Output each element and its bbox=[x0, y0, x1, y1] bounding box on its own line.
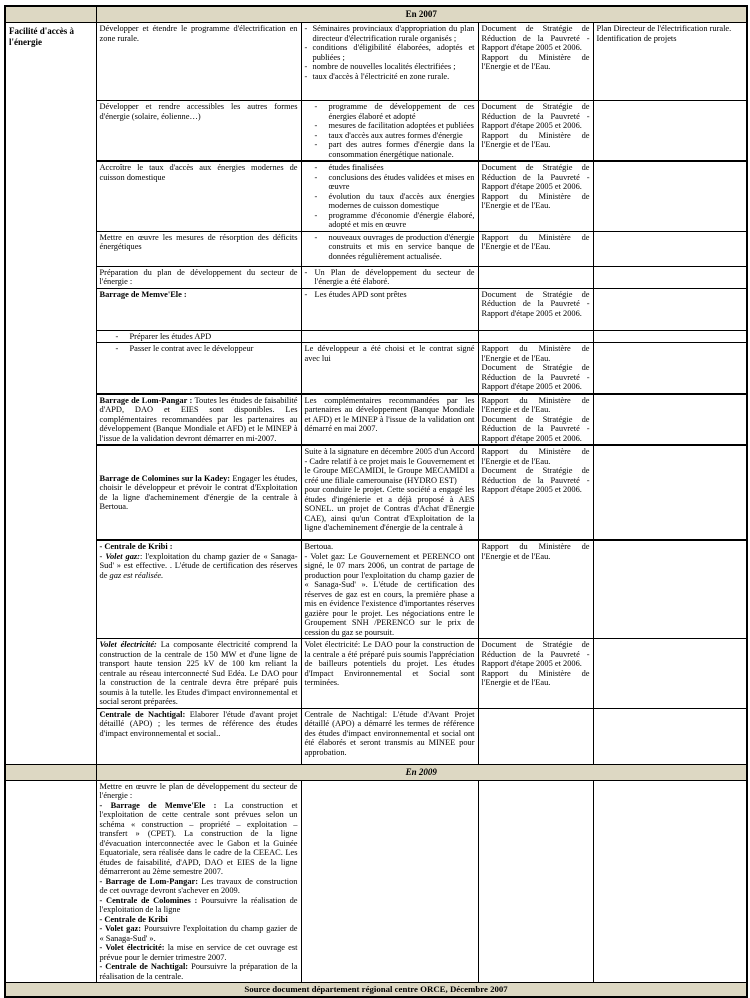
source-cell bbox=[478, 330, 593, 343]
paragraph bbox=[482, 396, 590, 415]
bullet-item bbox=[305, 121, 475, 131]
notes-cell bbox=[593, 394, 747, 446]
text-run: part des autres formes d'énergie dans la consommation énergétique nationale. bbox=[328, 140, 475, 159]
bullet-text bbox=[130, 332, 298, 342]
text-run: pour conduire le projet. Cette société a engagé les études d'ingénierie et a déjà proposé à AES SONEL. un projet de Contras d'Achat d'Energie CAE), ainsi qu'un Contrat d'Exploitation de la ligne d'acheminement d'énergie de la centrale à bbox=[304, 485, 475, 532]
paragraph bbox=[100, 801, 298, 877]
paragraph bbox=[482, 290, 590, 319]
paragraph bbox=[100, 877, 298, 896]
indicators-cell bbox=[301, 23, 478, 101]
paragraph bbox=[100, 474, 298, 512]
paragraph bbox=[100, 552, 298, 581]
text-run: taux d'accès aux autres formes d'énergie bbox=[328, 130, 463, 140]
paragraph bbox=[597, 34, 744, 44]
bullet-text bbox=[315, 290, 475, 300]
source-label: Source document département régional centre ORCE, Décembre 2007 bbox=[5, 983, 747, 997]
band-2007-label: En 2007 bbox=[96, 6, 747, 23]
bullet-item bbox=[305, 192, 475, 211]
bullet-text bbox=[329, 131, 475, 141]
action-cell bbox=[96, 101, 301, 162]
band-2007-left-cell bbox=[5, 6, 96, 23]
text-run: Les travaux de construction de cet ouvrage devront s'achever en 2009. bbox=[99, 876, 298, 895]
text-run: Rapport du Ministère de l'Energie et de l'Eau. bbox=[481, 191, 590, 210]
text-run: - Volet gaz: Le Gouvernement et PERENCO ont signé, le 07 mars 2006, un contrat de partage de production pour l'exploitation du champ gazier de « Sanaga-Sud' ». L'étude de certification des réserves de gaz est en cours, la première phase a mis en évidence l'existence d'importantes réserves gazière pour le projet. Les négociations entre le Groupement SNH /PERENCO sur le prix de cession du gaz se poursuit. bbox=[304, 551, 475, 637]
text-run: La composante électricité comprend la construction de la centrale de 150 MW et d'une ligne de transport haute tension 225 kV de 100 km reliant la centrale au réseau interconnecté Sud Edéa. Le DAO pour la construction de la centrale devra être préparé puis soumis à la tutelle. les Etudes d'impact environnemental et social seront préparées. bbox=[99, 640, 298, 706]
paragraph bbox=[100, 542, 298, 552]
bullet-item bbox=[305, 268, 475, 287]
notes-cell bbox=[593, 23, 747, 101]
bullet-text bbox=[329, 211, 475, 230]
bullet-dash: - bbox=[314, 163, 318, 172]
notes-cell bbox=[593, 708, 747, 764]
text-run: Les études APD sont prêtes bbox=[314, 289, 407, 299]
bullet-item bbox=[100, 344, 298, 354]
paragraph bbox=[305, 447, 475, 485]
text-run: Mettre en œuvre les mesures de résorption des déficits énergétiques bbox=[99, 232, 298, 251]
table-row bbox=[5, 231, 747, 266]
text-run: - bbox=[99, 551, 106, 561]
bullet-text bbox=[313, 62, 475, 72]
indicators-cell bbox=[301, 161, 478, 231]
table-row bbox=[5, 288, 747, 330]
bullet-text bbox=[329, 173, 475, 192]
paragraph bbox=[100, 24, 298, 43]
text-run: Préparation du plan de développement du secteur de l'énergie : bbox=[99, 267, 298, 286]
bullet-dash: - bbox=[115, 331, 119, 341]
text-run: Rapport du Ministère de l'Energie et de l'Eau. bbox=[481, 395, 590, 414]
notes-cell bbox=[593, 330, 747, 343]
text-run: Document de Stratégie de Réduction de la Pauvreté - Rapport d'étape 2005 et 2006. bbox=[481, 640, 590, 668]
bullet-item bbox=[305, 131, 475, 141]
text-run: Document de Stratégie de Réduction de la Pauvreté - Rapport d'étape 2005 et 2006. bbox=[481, 289, 590, 318]
notes-cell bbox=[593, 266, 747, 288]
row-group-header-cell bbox=[5, 23, 96, 765]
bullet-text bbox=[313, 24, 475, 43]
text-run: - Volet gaz: bbox=[99, 924, 144, 933]
action-cell bbox=[96, 330, 301, 343]
paragraph bbox=[100, 640, 298, 707]
action-cell bbox=[96, 266, 301, 288]
text-run: Engager les études, choisir le développeur et prévoir le contrat d'Exploitation de la ligne d'acheminement d'énergie de la centrale à Bertoua. bbox=[99, 473, 298, 511]
text-run: Document de Stratégie de Réduction de la Pauvreté - Rapport d'étape 2005 et 2006. bbox=[481, 466, 590, 494]
text-run: Rapport du Ministère de l'Energie et de l'Eau. bbox=[481, 232, 590, 251]
text-run: nouveaux ouvrages de production d'énergie construits et mis en service banque de données régulièrement actualisée. bbox=[328, 232, 475, 261]
year-band-2007 bbox=[5, 6, 747, 23]
text-run: Passer le contrat avec le développeur bbox=[129, 344, 254, 353]
bullet-dash: - bbox=[304, 267, 308, 277]
paragraph bbox=[482, 466, 590, 495]
indicators-cell bbox=[301, 394, 478, 446]
action-cell bbox=[96, 161, 301, 231]
paragraph bbox=[482, 53, 590, 72]
text-run: Poursuivre la réalisation de l'exploitation de la ligne bbox=[99, 895, 298, 914]
text-run: Séminaires provinciaux d'appropriation du plan directeur d'électrification rurale organisés ; bbox=[312, 24, 475, 43]
bullet-dash: - bbox=[304, 43, 308, 52]
indicators-cell bbox=[301, 708, 478, 764]
bullet-item bbox=[100, 332, 298, 342]
paragraph bbox=[482, 131, 590, 150]
table-row bbox=[5, 266, 747, 288]
source-cell bbox=[478, 445, 593, 540]
text-run: - Centrale de Kribi : bbox=[99, 542, 173, 551]
paragraph bbox=[100, 962, 298, 981]
action-cell bbox=[96, 231, 301, 266]
table-row bbox=[5, 343, 747, 394]
band-2009-group bbox=[5, 764, 747, 780]
bullet-item bbox=[305, 102, 475, 121]
bullet-dash: - bbox=[304, 71, 308, 81]
text-run: évolution du taux d'accès aux énergies modernes de cuisson domestique bbox=[328, 191, 475, 210]
text-run: - Centrale de Nachtigal: bbox=[99, 962, 192, 971]
bullet-dash: - bbox=[314, 232, 318, 242]
rows-2007-group bbox=[5, 23, 747, 765]
indicators-cell bbox=[301, 343, 478, 394]
bullet-dash: - bbox=[304, 62, 308, 71]
bullet-item bbox=[305, 163, 475, 173]
source-cell bbox=[478, 266, 593, 288]
text-run: Centrale de Nachtigal: L'étude d'Avant Projet détaillé (APO) a démarré les termes de référence des études d'impact environnemental et social ont été élaborés et seront transmis au MINEE pour approbation. bbox=[304, 709, 475, 757]
paragraph bbox=[100, 396, 298, 444]
bullet-item bbox=[305, 140, 475, 159]
text-run: nombre de nouvelles localités électrifiées ; bbox=[312, 62, 456, 71]
paragraph bbox=[482, 447, 590, 466]
text-run: Elaborer l'étude d'avant projet détaillé (APO) ; les termes de référence des études d'impact environnemental et social.. bbox=[99, 709, 298, 738]
notes-cell bbox=[593, 231, 747, 266]
text-run: - Volet électricité: bbox=[99, 943, 168, 952]
indicators-cell bbox=[301, 231, 478, 266]
table-row bbox=[5, 161, 747, 231]
text-run: Les complémentaires recommandées par les partenaires au développement (Banque Mondiale et AFD) et le MINEP à l'issue de la validation ont démarré en mai 2007. bbox=[304, 395, 475, 433]
paragraph bbox=[100, 268, 298, 287]
text-run: Rapport du Ministère de l'Energie et de l'Eau. bbox=[481, 130, 590, 149]
text-run: - Centrale de Kribi bbox=[99, 914, 168, 924]
paragraph bbox=[100, 915, 298, 925]
text-run: Volet électricité: bbox=[99, 640, 157, 649]
text-run: Poursuivre l'exploitation du champ gazier de « Sanaga-Sud' ». bbox=[99, 924, 298, 943]
paragraph bbox=[305, 396, 475, 434]
bullet-dash: - bbox=[314, 102, 318, 111]
text-run: Identification de projets bbox=[596, 33, 677, 43]
band-2009-label: En 2009 bbox=[96, 764, 747, 780]
paragraph bbox=[100, 290, 298, 300]
bullet-text bbox=[329, 121, 475, 131]
bullet-dash: - bbox=[314, 191, 318, 201]
empty-left-cell bbox=[5, 780, 96, 983]
action-cell bbox=[96, 708, 301, 764]
source-row bbox=[5, 983, 747, 997]
paragraph bbox=[100, 163, 298, 182]
paragraph bbox=[100, 710, 298, 739]
row-group-title: Facilité d'accès à l'énergie bbox=[9, 26, 74, 47]
indicators-cell bbox=[301, 780, 478, 983]
text-run: Rapport du Ministère de l'Energie et de l'Eau. bbox=[481, 447, 590, 466]
text-run: - Centrale de Colomines : bbox=[99, 895, 202, 905]
bullet-item bbox=[305, 211, 475, 230]
paragraph bbox=[482, 233, 590, 252]
bullet-text bbox=[329, 192, 475, 211]
bullet-item bbox=[305, 43, 475, 62]
text-run: Barrage de Memve'Ele : bbox=[99, 289, 187, 299]
bullet-text bbox=[329, 102, 475, 121]
action-cell bbox=[96, 343, 301, 394]
source-cell bbox=[478, 639, 593, 709]
bullet-text bbox=[313, 43, 475, 62]
action-cell bbox=[96, 780, 301, 983]
paragraph bbox=[100, 896, 298, 915]
text-run: - Barrage de Memve'Ele : bbox=[99, 800, 225, 810]
text-run: Volet électricité: Le DAO pour la construction de la centrale a été préparé puis soumis l'appréciation de bailleurs potentiels du projet. Les études d'Impact Environnemental et Social sont terminées. bbox=[304, 640, 475, 687]
bullet-text bbox=[329, 140, 475, 159]
table-row bbox=[5, 445, 747, 540]
paragraph bbox=[482, 542, 590, 561]
text-run: Préparer les études APD bbox=[129, 331, 212, 341]
indicators-cell bbox=[301, 445, 478, 540]
text-run: Rapport du Ministère de l'Energie et de l'Eau. bbox=[481, 344, 590, 363]
paragraph bbox=[305, 485, 475, 533]
paragraph bbox=[305, 710, 475, 758]
text-run: Rapport du Ministère de l'Energie et de l'Eau. bbox=[481, 52, 590, 71]
bullet-dash: - bbox=[314, 140, 318, 149]
text-run: Bertoua. bbox=[304, 542, 334, 551]
indicators-cell bbox=[301, 540, 478, 639]
source-cell bbox=[478, 540, 593, 639]
paragraph bbox=[482, 163, 590, 192]
paragraph bbox=[482, 415, 590, 444]
source-cell bbox=[478, 101, 593, 162]
paragraph bbox=[482, 344, 590, 363]
source-cell bbox=[478, 288, 593, 330]
bullet-dash: - bbox=[314, 210, 318, 220]
table-row bbox=[5, 101, 747, 162]
notes-cell bbox=[593, 343, 747, 394]
indicators-cell bbox=[301, 639, 478, 709]
source-cell bbox=[478, 23, 593, 101]
notes-cell bbox=[593, 101, 747, 162]
paragraph bbox=[100, 924, 298, 943]
text-run: programme de développement de ces énergies élaboré et adopté bbox=[328, 102, 475, 121]
notes-cell bbox=[593, 639, 747, 709]
notes-cell bbox=[593, 540, 747, 639]
table-row bbox=[5, 330, 747, 343]
paragraph bbox=[482, 640, 590, 669]
bullet-dash: - bbox=[314, 121, 318, 130]
text-run: Accroître le taux d'accès aux énergies modernes de cuisson domestique bbox=[99, 163, 298, 182]
source-cell bbox=[478, 343, 593, 394]
table-row bbox=[5, 540, 747, 639]
notes-cell bbox=[593, 288, 747, 330]
text-run: programme d'économie d'énergie élaboré, adopté et mis en œuvre bbox=[328, 210, 475, 229]
bullet-item bbox=[305, 62, 475, 72]
text-run: Barrage de Colomines sur la Kadey: bbox=[99, 473, 233, 483]
text-run: Développer et rendre accessibles les autres formes d'énergie (solaire, éolienne…) bbox=[99, 102, 298, 121]
bullet-text bbox=[329, 163, 475, 173]
text-run: Centrale de Nachtigal: bbox=[99, 709, 190, 719]
indicators-cell bbox=[301, 288, 478, 330]
paragraph bbox=[100, 233, 298, 252]
bullet-text bbox=[315, 268, 475, 287]
action-cell bbox=[96, 639, 301, 709]
text-run: conclusions des études validées et mises en œuvre bbox=[328, 172, 475, 191]
table-row bbox=[5, 394, 747, 446]
action-cell bbox=[96, 288, 301, 330]
text-run: la mise en service de cet ouvrage est prévue pour le dernier trimestre 2007. bbox=[99, 943, 298, 962]
text-run: Plan Directeur de l'électrification rurale. bbox=[596, 24, 732, 33]
text-run: Suite à la signature en décembre 2005 d'un Accord - Cadre relatif à ce projet mais le Gouvernement et le Groupe MECAMIDI, le Groupe MECAMIDI a créé une filiale camerounaise (HYDRO EST) bbox=[304, 447, 475, 485]
text-run: Toutes les études de faisabilité d'APD, DAO et EIES sont disponibles. Les complémentaires recommandées par les partenaires au développement (Banque Mondiale et AFD) et le MINEP à l'issue de la validation devront démarrer en mi-2007. bbox=[99, 395, 298, 443]
indicators-cell bbox=[301, 266, 478, 288]
paragraph bbox=[305, 344, 475, 363]
text-run: Un Plan de développement du secteur de l'énergie a été élaboré. bbox=[314, 267, 475, 286]
text-run: gaz est réalisée. bbox=[109, 570, 164, 580]
table-row bbox=[5, 708, 747, 764]
band-2007-group bbox=[5, 6, 747, 23]
source-cell bbox=[478, 394, 593, 446]
text-run: Mettre en œuvre le plan de développement du secteur de l'énergie : bbox=[99, 781, 298, 800]
text-run: Développer et étendre le programme d'électrification en zone rurale. bbox=[99, 24, 298, 43]
text-run: Document de Stratégie de Réduction de la Pauvreté - Rapport d'étape 2005 et 2006. bbox=[481, 414, 590, 443]
paragraph bbox=[305, 552, 475, 638]
source-cell bbox=[478, 708, 593, 764]
paragraph bbox=[482, 669, 590, 688]
paragraph bbox=[305, 640, 475, 688]
paragraph bbox=[100, 943, 298, 962]
notes-cell bbox=[593, 780, 747, 983]
action-cell bbox=[96, 394, 301, 446]
bullet-dash: - bbox=[304, 24, 308, 33]
text-run: Rapport du Ministère de l'Energie et de l'Eau. bbox=[481, 542, 590, 561]
year-band-2009 bbox=[5, 764, 747, 780]
text-run: Poursuivre la préparation de la réalisation de la centrale. bbox=[99, 962, 298, 981]
indicators-cell bbox=[301, 101, 478, 162]
text-run: Volet gaz: bbox=[105, 551, 140, 561]
table-row bbox=[5, 780, 747, 983]
bullet-text bbox=[130, 344, 298, 354]
text-run: Rapport du Ministère de l'Energie et de l'Eau. bbox=[481, 668, 590, 687]
source-cell bbox=[478, 780, 593, 983]
paragraph bbox=[482, 363, 590, 392]
text-run: - Barrage de Lom-Pangar: bbox=[99, 876, 202, 886]
bullet-item bbox=[305, 233, 475, 262]
band-2009-left-cell bbox=[5, 764, 96, 780]
bullet-dash: - bbox=[314, 172, 318, 182]
bullet-dash: - bbox=[304, 289, 308, 299]
bullet-dash: - bbox=[314, 130, 318, 140]
paragraph bbox=[100, 102, 298, 121]
text-run: La construction et l'exploitation de cette centrale sont prévues selon un schéma « construction – propriété – exploitation – transfert » (CPET). La construction de la ligne d'évacuation interconnectée avec le Gabon et la Guinée Equatoriale, sera réalisée dans le cadre de la CEEAC. Les études de faisabilité, d'APD, DAO et EIES de la ligne démarreront au 2ème semestre 2007. bbox=[99, 800, 298, 876]
indicators-cell bbox=[301, 330, 478, 343]
text-run: Document de Stratégie de Réduction de la Pauvreté - Rapport d'étape 2005 et 2006. bbox=[481, 102, 590, 130]
table-row bbox=[5, 23, 747, 101]
bullet-item bbox=[305, 290, 475, 300]
action-cell bbox=[96, 23, 301, 101]
notes-cell bbox=[593, 445, 747, 540]
progress-table bbox=[4, 5, 748, 998]
bullet-item bbox=[305, 173, 475, 192]
text-run: études finalisées bbox=[328, 163, 384, 172]
bullet-text bbox=[313, 72, 475, 82]
text-run: Document de Stratégie de Réduction de la Pauvreté - Rapport d'étape 2005 et 2006. bbox=[481, 363, 590, 391]
text-run: Document de Stratégie de Réduction de la Pauvreté - Rapport d'étape 2005 et 2006. bbox=[481, 24, 590, 52]
paragraph bbox=[482, 192, 590, 211]
document-table-wrapper bbox=[4, 5, 746, 998]
action-cell bbox=[96, 445, 301, 540]
paragraph bbox=[305, 542, 475, 552]
source-cell bbox=[478, 161, 593, 231]
notes-cell bbox=[593, 161, 747, 231]
text-run: mesures de facilitation adoptées et publiées bbox=[328, 121, 474, 130]
bullet-item bbox=[305, 24, 475, 43]
source-group bbox=[5, 983, 747, 997]
action-cell bbox=[96, 540, 301, 639]
text-run: Document de Stratégie de Réduction de la Pauvreté - Rapport d'étape 2005 et 2006. bbox=[481, 163, 590, 191]
rows-2009-group bbox=[5, 780, 747, 983]
paragraph bbox=[482, 102, 590, 131]
text-run: Le développeur a été choisi et le contrat signé avec lui bbox=[304, 344, 475, 363]
paragraph bbox=[597, 24, 744, 34]
text-run: : l'exploitation du champ gazier de « Sanaga-Sud' » est effective. . L'étude de certification des réserves de bbox=[99, 551, 298, 580]
text-run: conditions d'éligibilité élaborées, adoptés et publiées ; bbox=[312, 43, 475, 62]
bullet-item bbox=[305, 72, 475, 82]
text-run: Barrage de Lom-Pangar : bbox=[99, 395, 195, 405]
table-row bbox=[5, 639, 747, 709]
bullet-dash: - bbox=[115, 344, 119, 353]
paragraph bbox=[482, 24, 590, 53]
paragraph bbox=[100, 782, 298, 801]
text-run: taux d'accès à l'électricité en zone rurale. bbox=[312, 71, 450, 81]
source-cell bbox=[478, 231, 593, 266]
bullet-text bbox=[329, 233, 475, 262]
